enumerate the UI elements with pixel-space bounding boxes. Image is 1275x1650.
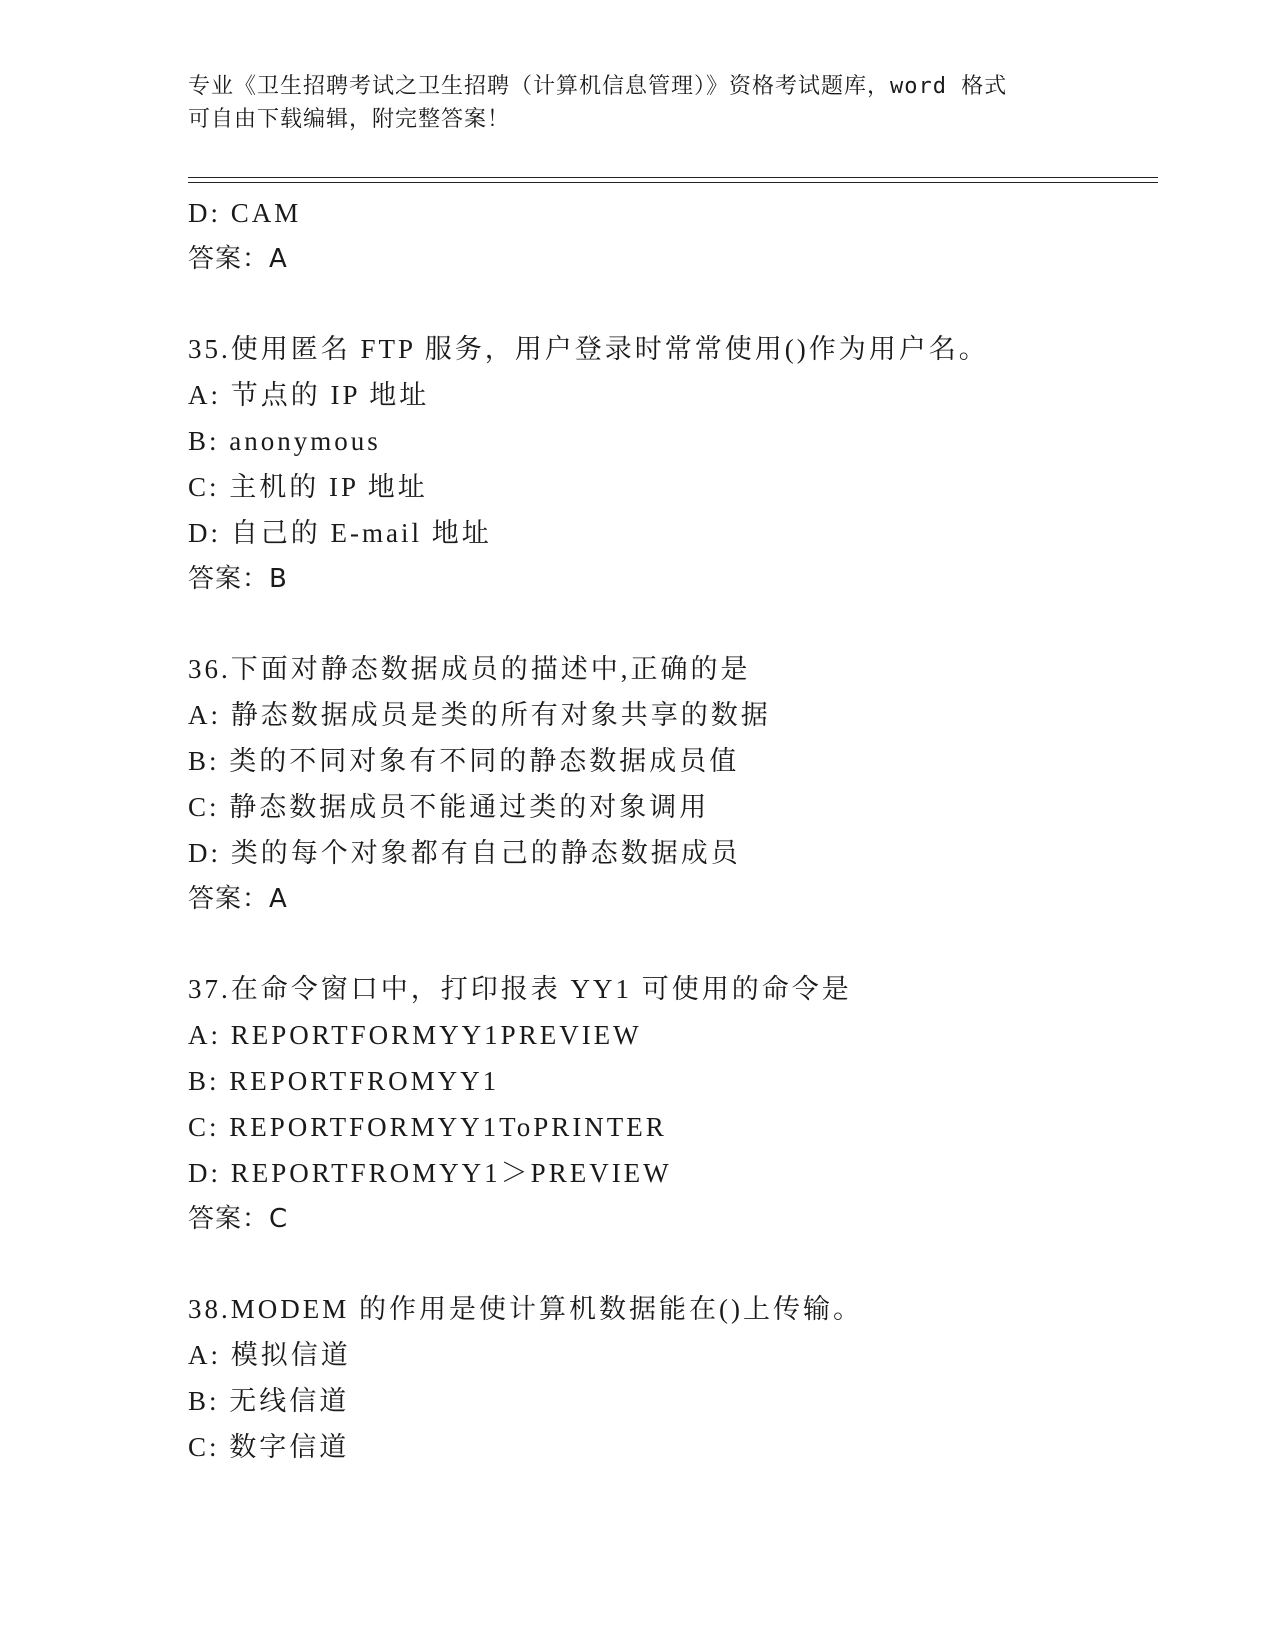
option-a: A: REPORTFORMYY1PREVIEW [188, 1020, 642, 1050]
header-line-2: 可自由下载编辑，附完整答案！ [188, 107, 511, 132]
option-d: D: 类的每个对象都有自己的静态数据成员 [188, 838, 741, 868]
option-c: C: 数字信道 [188, 1432, 350, 1462]
option-b: B: anonymous [188, 426, 381, 456]
question-37 [188, 966, 1188, 1242]
prev-question-option-d: D: CAM [188, 198, 302, 228]
answer: 答案：C [188, 1204, 289, 1234]
option-a: A: 节点的 IP 地址 [188, 380, 430, 410]
option-c: C: 主机的 IP 地址 [188, 472, 428, 502]
option-c: C: REPORTFORMYY1ToPRINTER [188, 1112, 667, 1142]
option-d: D: 自己的 E-mail 地址 [188, 518, 492, 548]
question-title: 36.下面对静态数据成员的描述中,正确的是 [188, 654, 751, 684]
question-title: 35.使用匿名 FTP 服务，用户登录时常常使用()作为用户名。 [188, 334, 989, 364]
question-list [188, 190, 1188, 1470]
option-c: C: 静态数据成员不能通过类的对象调用 [188, 792, 710, 822]
option-b: B: REPORTFROMYY1 [188, 1066, 500, 1096]
question-38 [188, 1286, 1188, 1470]
header-line-1: 专业《卫生招聘考试之卫生招聘（计算机信息管理）》资格考试题库，word 格式 [188, 74, 1008, 99]
answer: 答案：A [188, 884, 288, 914]
option-d: D: REPORTFROMYY1＞PREVIEW [188, 1158, 672, 1188]
header-divider-thick [188, 177, 1158, 178]
answer: 答案：B [188, 564, 288, 594]
option-a: A: 模拟信道 [188, 1340, 351, 1370]
header-divider-thin [188, 182, 1158, 183]
document-header [188, 70, 1088, 136]
option-b: B: 类的不同对象有不同的静态数据成员值 [188, 746, 740, 776]
question-title: 37.在命令窗口中，打印报表 YY1 可使用的命令是 [188, 974, 852, 1004]
prev-question-answer: 答案：A [188, 244, 288, 274]
question-title: 38.MODEM 的作用是使计算机数据能在()上传输。 [188, 1294, 863, 1324]
question-36 [188, 646, 1188, 922]
option-a: A: 静态数据成员是类的所有对象共享的数据 [188, 700, 771, 730]
question-35 [188, 326, 1188, 602]
option-b: B: 无线信道 [188, 1386, 350, 1416]
